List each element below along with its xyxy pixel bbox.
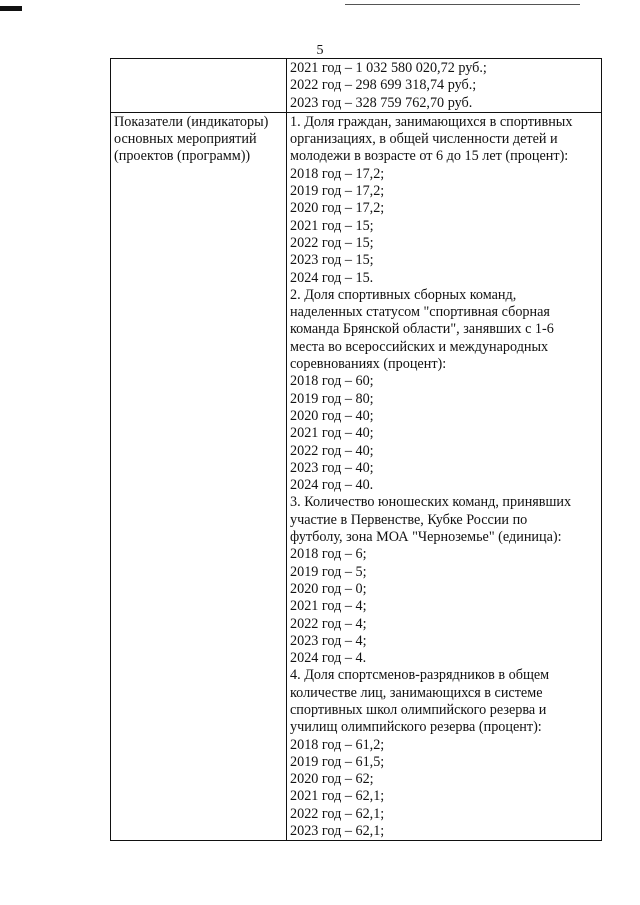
- content-line: 2021 год – 62,1;: [290, 788, 385, 805]
- content-line: 4. Доля спортсменов-разрядников в общем: [290, 667, 550, 684]
- content-line: 2019 год – 5;: [290, 563, 367, 580]
- content-line: молодежи в возрасте от 6 до 15 лет (процент):: [290, 148, 569, 165]
- content-line: 2018 год – 17,2;: [290, 165, 385, 182]
- scan-margin-mark: [0, 6, 22, 11]
- content-line: 2022 год – 15;: [290, 234, 374, 251]
- content-line: 2023 год – 15;: [290, 252, 374, 269]
- content-line: 2021 год – 1 032 580 020,72 руб.;: [290, 60, 487, 76]
- content-line: 2021 год – 15;: [290, 217, 374, 234]
- content-line: организациях, в общей численности детей и: [290, 131, 558, 148]
- content-line: 2024 год – 40.: [290, 477, 374, 494]
- content-line: 2023 год – 4;: [290, 632, 367, 649]
- content-line: 2018 год – 60;: [290, 373, 374, 390]
- content-line: 2020 год – 62;: [290, 771, 374, 788]
- label-cell: [111, 112, 287, 840]
- content-line: 2019 год – 17,2;: [290, 183, 385, 200]
- content-line: наделенных статусом "спортивная сборная: [290, 304, 550, 321]
- label-cell: [111, 59, 287, 113]
- content-cell: [287, 59, 602, 113]
- content-line: 2022 год – 4;: [290, 615, 367, 632]
- content-line: места во всероссийских и международных: [290, 338, 549, 355]
- content-line: 2023 год – 62,1;: [290, 823, 385, 840]
- content-line: 2024 год – 4.: [290, 650, 367, 667]
- content-line: команда Брянской области", занявших с 1-6: [290, 321, 554, 338]
- content-line: 2019 год – 80;: [290, 390, 374, 407]
- header-rule: [345, 4, 580, 5]
- table-row: [111, 59, 602, 113]
- content-line: спортивных школ олимпийского резерва и: [290, 701, 547, 718]
- content-line: участие в Первенстве, Кубке России по: [290, 511, 528, 528]
- content-line: 2022 год – 62,1;: [290, 805, 385, 822]
- label-line: (проектов (программ)): [114, 148, 251, 165]
- content-line: футболу, зона МОА "Черноземье" (единица):: [290, 529, 562, 546]
- document-table: [110, 58, 602, 841]
- content-line: 3. Количество юношеских команд, принявших: [290, 494, 572, 511]
- content-cell: [287, 112, 602, 840]
- content-line: училищ олимпийского резерва (процент):: [290, 719, 542, 736]
- page-number: 5: [316, 43, 324, 58]
- content-line: соревнованиях (процент):: [290, 356, 447, 373]
- content-line: 2021 год – 4;: [290, 598, 367, 615]
- content-line: 2024 год – 15.: [290, 269, 374, 286]
- content-line: 1. Доля граждан, занимающихся в спортивных: [290, 113, 573, 130]
- content-line: 2018 год – 6;: [290, 546, 367, 563]
- content-line: количестве лиц, занимающихся в системе: [290, 684, 543, 701]
- content-line: 2021 год – 40;: [290, 425, 374, 442]
- table-row: [111, 112, 602, 840]
- label-line: Показатели (индикаторы): [114, 113, 269, 130]
- content-line: 2023 год – 328 759 762,70 руб.: [290, 94, 473, 111]
- content-line: 2020 год – 40;: [290, 407, 374, 424]
- content-line: 2. Доля спортивных сборных команд,: [290, 286, 517, 303]
- content-line: 2023 год – 40;: [290, 459, 374, 476]
- content-line: 2019 год – 61,5;: [290, 753, 385, 770]
- content-line: 2022 год – 298 699 318,74 руб.;: [290, 77, 477, 94]
- content-line: 2022 год – 40;: [290, 442, 374, 459]
- document-table-body: [111, 59, 602, 841]
- label-line: основных мероприятий: [114, 131, 257, 148]
- content-line: 2020 год – 0;: [290, 580, 367, 597]
- content-line: 2020 год – 17,2;: [290, 200, 385, 217]
- content-line: 2018 год – 61,2;: [290, 736, 385, 753]
